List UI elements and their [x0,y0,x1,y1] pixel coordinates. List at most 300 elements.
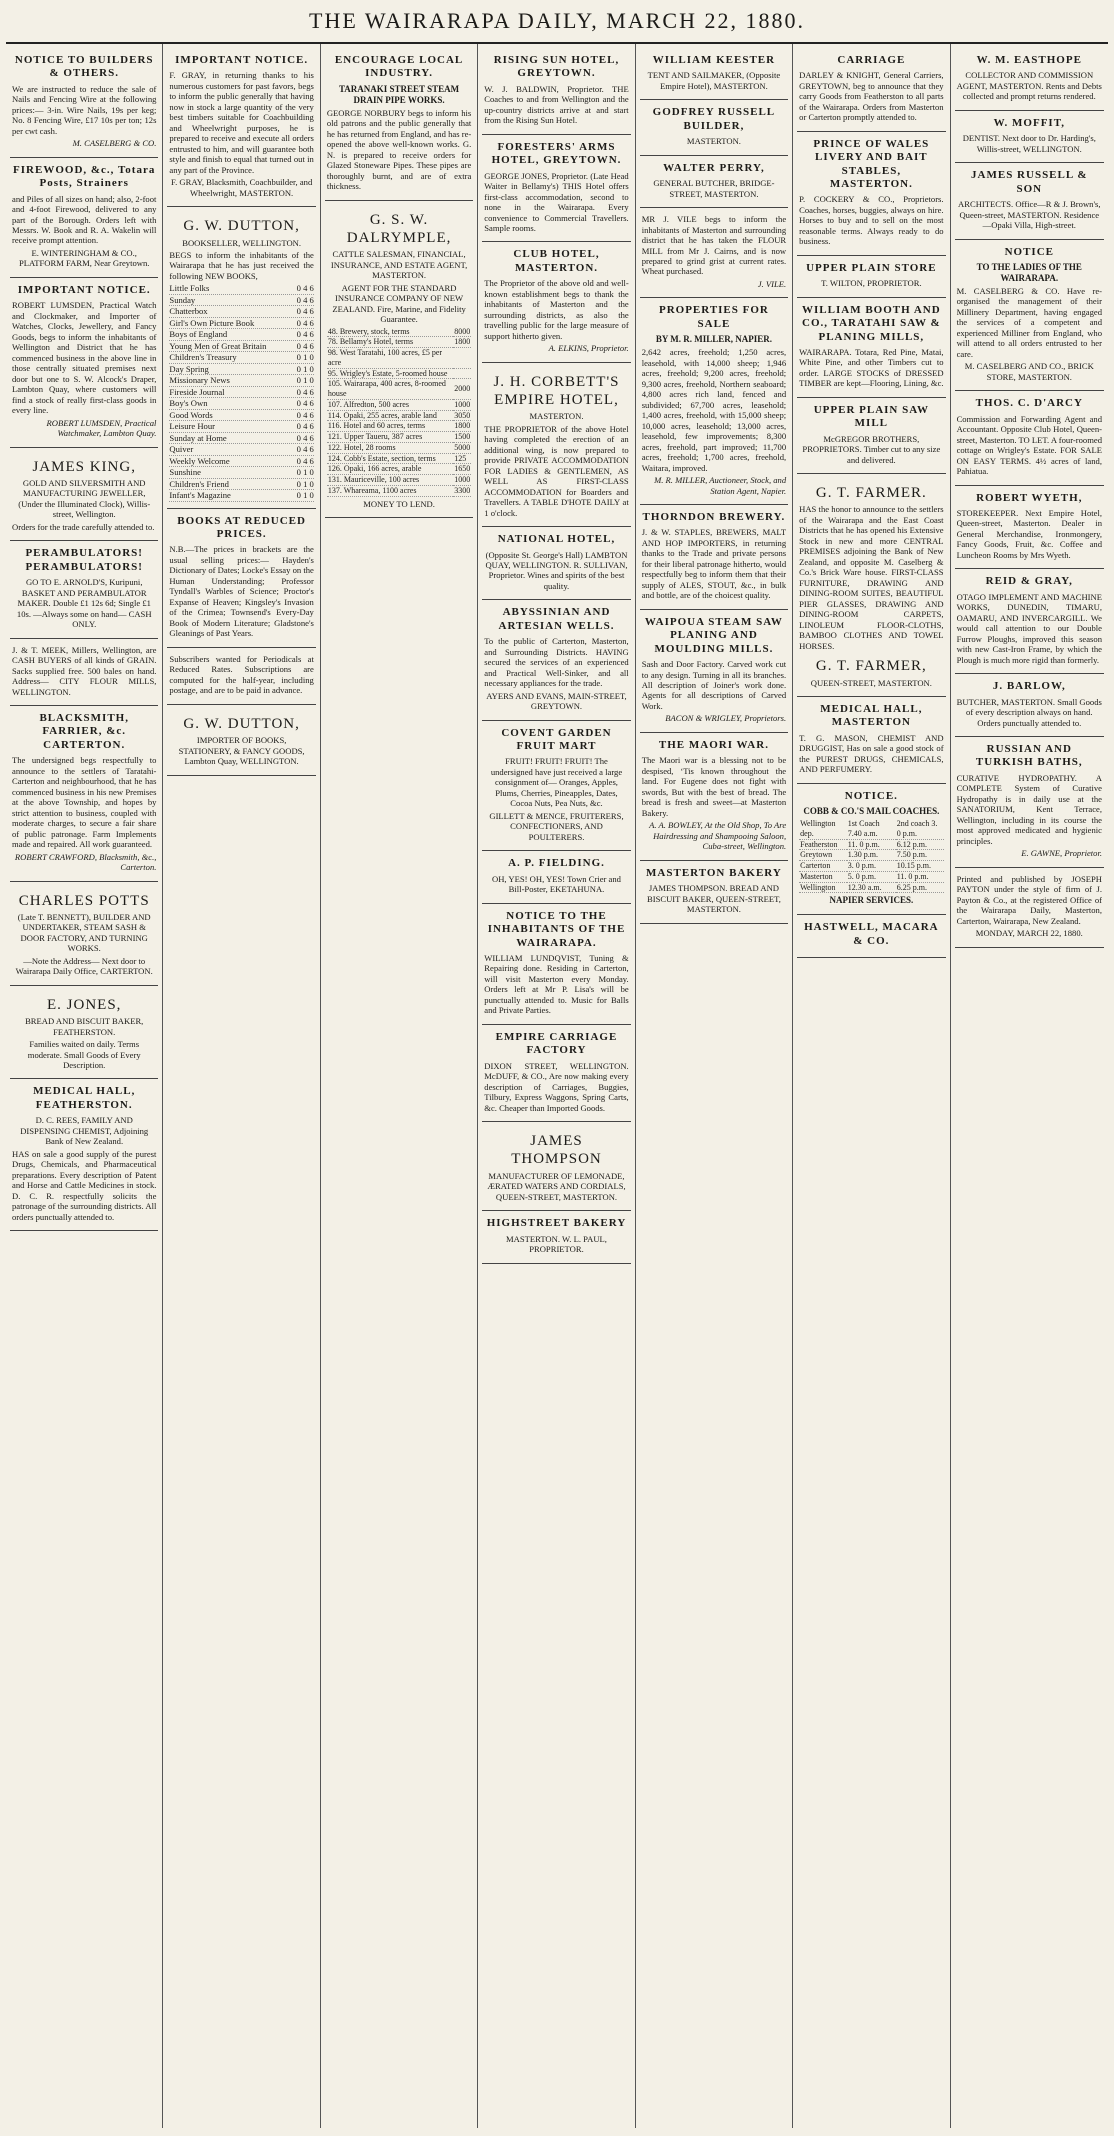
column-6 [793,44,950,2128]
ad-signature: ROBERT CRAWFORD, Blacksmith, &c., Carterton. [14,851,157,873]
book-item [169,306,313,317]
book-title: Weekly Welcome [169,455,230,466]
ad-wells [482,600,630,720]
book-title: Fireside Journal [169,386,225,397]
ad-title: ABYSSINIAN AND ARTESIAN WELLS. [498,606,615,632]
timetable-cell: 1st Coach 7.40 a.m. [847,819,896,839]
ad-title: THE MAORI WAR. [658,738,769,751]
property-cell: 137. Whareama, 1100 acres [327,485,453,496]
property-cell: 95. Wrigley's Estate, 5-roomed house [327,368,453,379]
book-item [169,318,313,329]
ad-darcy [955,391,1104,485]
ad-subtitle: TO THE LADIES OF THE WAIRARAPA. [976,261,1082,283]
book-title: Sunday at Home [169,432,227,443]
ad-waipoua-mills [640,610,788,733]
ad-james-russell [955,163,1104,239]
book-price: 0 4 6 [296,421,314,432]
book-price: 0 1 0 [296,478,314,489]
property-row [327,327,471,337]
ad-subtitle: (Late T. BENNETT), BUILDER AND UNDERTAKER, STEAM SASH & DOOR FACTORY, AND TURNING WORKS. [17,911,151,954]
ad-hastwell [797,915,945,958]
ad-body: GEORGE NORBURY begs to inform his old patrons and the public generally that he has returned from England, and has re-opened the above well-known works. G. N. is prepared to receive orders for Glazed Stoneware Pipes. These pipes are thoroughly burnt, and are of extra thickness. [326,107,472,192]
ad-signature: E. WINTERINGHAM & CO., PLATFORM FARM, Near Greytown. [19,247,150,269]
book-item [169,467,313,478]
ad-title: ENCOURAGE LOCAL INDUSTRY. [334,54,464,80]
ad-title: WILLIAM KEESTER [652,54,776,66]
ad-body: WILLIAM LUNDQVIST, Tuning & Repairing done. Residing in Carterton, will visit Masterton every Monday. Orders left at Mr P. Lisa's will be punctually attended to. Music for Balls and Private Parties. [484,952,629,1016]
ad-dutton-books [167,207,315,508]
ad-body: GO TO E. ARNOLD'S, Kuripuni, BASKET AND PERAMBULATOR MAKER. Double £1 12s 6d; Single £1 10s. —Always some on hand— CASH ONLY. [16,577,152,630]
property-row [327,421,471,432]
timetable-cell: 1.30 p.m. [847,850,896,861]
ad-body: COLLECTOR AND COMMISSION AGENT, MASTERTON. Rents and Debts collected and prompt returns rendered. [956,70,1102,102]
ad-body: F. GRAY, in returning thanks to his numerous customers for past favors, begs to inform the public generally that having now in stock a large quantity of the very best timbers suitable for Coachbuilding and Wheelwright purposes, he is prepared to receive and execute all orders entrusted to him, and will guarantee both style and finish to equal that turned out in any part of the Province. [169,70,314,175]
ad-ladies-notice [955,240,1104,392]
ad-subtitle: TARANAKI STREET STEAM DRAIN PIPE WORKS. [338,83,460,105]
timetable-cell: Carterton [799,861,847,872]
book-title: Children's Treasury [169,352,237,363]
ad-vile-flour-mill [640,208,788,298]
ad-rising-sun [482,48,630,135]
ad-name: G. T. FARMER. [815,485,927,502]
timetable-cell: 6.25 p.m. [896,882,944,893]
ad-name: G. W. DUTTON, [183,218,300,235]
ad-body: Families waited on daily. Terms moderate. Small Goods of Every Description. [27,1039,141,1070]
ad-subtitle: COBB & CO.'S MAIL COACHES. [803,806,940,817]
ad-title: MEDICAL HALL, MASTERTON [820,703,923,729]
ad-body: P. COCKERY & CO., Proprietors. Coaches, horses, buggies, always on hire. Horses to buy and to sell on the most reasonable terms. Always ready to do business. [799,194,944,247]
property-row [327,368,471,379]
book-item [169,421,313,432]
property-cell: 1000 [454,475,471,485]
column-7 [951,44,1108,2128]
property-cell: 8000 [454,326,471,336]
ad-body: Subscribers wanted for Periodicals at Reduced Rates. Subscriptions are computed for the half-year, including postage, and are to be paid in advance. [169,653,314,696]
timetable-row [799,882,943,893]
property-cell: 116. Hotel and 60 acres, terms [327,421,453,432]
ad-body: (Opposite St. George's Hall) LAMBTON QUAY, WELLINGTON. R. SULLIVAN, Proprietor. Wines and spirits of the best quality. [485,549,628,591]
ad-masterton-bakery [640,861,788,924]
timetable-cell: Greytown [799,850,847,861]
property-row [327,399,471,410]
ad-title: PROPERTIES FOR SALE [658,304,769,330]
ad-builders-notice [10,48,158,158]
ad-subscribers [167,648,315,705]
book-price: 0 1 0 [296,352,314,363]
property-row [327,453,471,464]
ad-intro: BEGS to inform the inhabitants of the Wairarapa that he has just received the following NEW BOOKS, [169,250,314,281]
ad-title: COVENT GARDEN FRUIT MART [501,726,612,753]
ad-title: RISING SUN HOTEL, GREYTOWN. [493,54,620,80]
property-row [327,432,471,443]
property-cell: 105. Wairarapa, 400 acres, 8-roomed house [327,379,453,400]
book-item [169,352,313,363]
property-row [327,464,471,475]
ad-barlow [955,674,1104,737]
ad-body: and Piles of all sizes on hand; also, 2-foot and 4-foot Firewood, delivered to any part of the Borough. Orders left with Messrs. W. Book and R. A. Wakelin will receive prompt attention. [12,193,157,246]
ad-firewood [10,158,158,278]
property-cell: 78. Bellamy's Hotel, terms [327,337,453,348]
masthead [6,0,1108,44]
ad-title: NOTICE [1004,245,1054,258]
column-2 [163,44,320,2128]
money-to-lend: MONEY TO LEND. [363,498,435,509]
ad-body: N.B.—The prices in brackets are the usual selling prices:— Hayden's Dictionary of Dates; Locke's Essay on the Human Understanding; Professor Tyndall's Warbles of Science; Proctor's Expanse of Heaven; Kingsley's Invasion of the Crimea; Townsend's Every-Day Book of Modern Literature; Gladstone's Gleanings of Past Years. [169,544,314,639]
ad-title: BLACKSMITH, FARRIER, &c. CARTERTON. [39,712,129,751]
ad-name: G. S. W. DALRYMPLE, [346,211,452,246]
ad-signature: M. R. MILLER, Auctioneer, Stock, and Station Agent, Napier. [654,475,787,496]
ad-subtitle: BOOKSELLER, WELLINGTON. [182,237,302,248]
timetable-cell: 10.15 p.m. [896,861,944,872]
timetable-cell: 11. 0 p.m. [896,871,944,882]
book-title: Young Men of Great Britain [169,340,267,351]
timetable-cell: 2nd coach 3. 0 p.m. [896,819,944,839]
ad-local-industry [325,48,473,201]
masthead-title: THE WAIRARAPA DAILY, MARCH 22, 1880. [309,8,805,33]
ad-carriage [797,48,945,132]
book-title: Girl's Own Picture Book [169,317,255,328]
ad-body: J. & W. STAPLES, BREWERS, MALT AND HOP IMPORTERS, in returning thanks to the Trade and private persons for their liberal patronage hitherto, would respectfully beg to inform them that their supply of ALES, STOUT, &c., in bulk and bottle, are of the choicest quality. [641,527,787,601]
book-title: Quiver [169,444,194,455]
ad-medical-hall-masterton [797,697,945,784]
ad-body: HAS on sale a good supply of the purest Drugs, Chemicals, and Pharmaceutical preparations. Every description of Patent and Horse and Cattle Medicines in stock. D. C. R. respectfully solicits the patronage of the surrounding districts. All orders punctually attended to. [12,1148,157,1222]
column-4 [478,44,635,2128]
book-price: 0 4 6 [296,283,314,294]
ad-body: McGREGOR BROTHERS, PROPRIETORS. Timber cut to any size and delivered. [802,433,941,465]
property-cell: 3300 [454,485,471,495]
ad-moffit [955,111,1104,163]
ad-turkish-baths [955,737,1104,868]
ad-body: STOREKEEPER. Next Empire Hotel, Queen-street, Masterton. Dealer in General Merchandise, Ironmongery, Fancy Goods, Fruit, &c. Coffee and Luncheon Rooms by Mrs Wyeth. [956,507,1102,560]
ad-national-hotel [482,527,630,600]
book-price: 0 4 6 [296,317,314,328]
ad-club-hotel [482,242,630,362]
ad-title: REID & GRAY, [985,575,1073,588]
property-cell: 114. Opaki, 255 acres, arable land [327,410,453,421]
ad-name: JAMES KING, [32,458,136,475]
property-cell: 5000 [454,442,471,452]
ad-subtitle: MASTERTON. [529,411,584,422]
property-cell: 2000 [453,379,471,400]
imprint [955,868,1104,948]
columns [6,44,1108,2128]
book-item [169,398,313,409]
napier-services: NAPIER SERVICES. [829,895,914,906]
ad-body: HAS the honor to announce to the settlers of the Wairarapa and the East Coast Districts that he has opened his Extensive Stock in new and more CENTRAL PREMISES adjoining the Bank of New Zealand, and opposite M. Caselberg & Co.'s Brick Ware house. FIRST-CLASS FURNITURE, DRAWING AND DINING-ROOM SUITES, BEAUTIFUL PIER GLASSES, DRAWING AND DINING-ROOM CARPETS, LINOLEUM FLOOR-CLOTHS, BAMBOO CLOTHES AND TOWEL HORSES. [799,504,944,651]
book-title: Sunday [169,294,196,305]
ad-fielding [482,851,630,903]
ad-lundquist [482,904,630,1025]
ad-body: GENERAL BUTCHER, BRIDGE-STREET, MASTERTON. [653,178,775,199]
book-item [169,456,313,467]
ad-title: IMPORTANT NOTICE. [17,283,151,296]
book-price: 0 4 6 [296,340,314,351]
property-row [327,348,471,369]
book-item [169,375,313,386]
ad-signature: AYERS AND EVANS, MAIN-STREET, GREYTOWN. [486,690,627,712]
book-price: 0 1 0 [296,363,314,374]
ad-body: MR J. VILE begs to inform the inhabitants of Masterton and surrounding district that he has taken the FLOUR MILL from Mr J. Cairns, and is now prepared to grind grist at current rates. Wheat purchased. [641,214,787,277]
property-cell: 3050 [454,410,471,420]
book-item [169,490,313,501]
ad-signature: F. GRAY, Blacksmith, Coachbuilder, and Wheelwright, MASTERTON. [171,177,313,198]
ad-title: MEDICAL HALL, FEATHERSTON. [33,1085,136,1111]
book-price: 0 1 0 [296,467,314,478]
ad-upper-plain-saw-mill [797,398,945,474]
ad-title: FORESTERS' ARMS HOTEL, GREYTOWN. [491,140,622,167]
timetable-cell: 3. 0 p.m. [847,861,896,872]
ad-body: MASTERTON. W. L. PAUL, PROPRIETOR. [506,1233,607,1255]
ad-title: FIREWOOD, &c., Totara Posts, Strainers [13,163,156,190]
ad-body: ARCHITECTS. Office—R & J. Brown's, Queen-street, MASTERTON. Residence—Opaki Villa, High-street. [958,199,1101,231]
property-table [327,327,471,497]
book-price: 0 4 6 [296,294,314,305]
property-cell: 126. Opaki, 166 acres, arable [327,464,453,475]
ad-body: BUTCHER, MASTERTON. Small Goods of every description always on hand. Orders punctually attended to. [956,696,1102,728]
ad-body: We are instructed to reduce the sale of Nails and Fencing Wire at the following prices:— 3-in. Wire Nails, 19s per keg; No. 8 Fencing Wire, £17 10s per ton; 12s per cwt cash. [12,83,157,136]
ad-signature: A. ELKINS, Proprietor. [548,343,629,354]
ad-name: E. JONES, [47,996,122,1013]
book-item [169,329,313,340]
ad-body: Orders for the trade carefully attended to. [12,521,155,532]
ad-body: CURATIVE HYDROPATHY. A COMPLETE System of Curative Hydropathy is in daily use at the SANATORIUM, Kent Terrace, Wellington, including in its course the most approved medicated and hygienic principles. [956,772,1102,846]
imprint-body: Printed and published by JOSEPH PAYTON under the style of firm of J. Payton & Co., at the registered Office of the Wairarapa Daily, Masterton, Carterton, Wairarapa, New Zealand. [956,873,1102,926]
ad-body: T. G. MASON, CHEMIST AND DRUGGIST, Has on sale a good stock of the PUREST DRUGS, CHEMICALS, AND PERFUMERY. [799,732,944,775]
book-price: 0 4 6 [296,329,314,340]
ad-medical-hall-featherston [10,1079,158,1231]
book-item [169,410,313,421]
book-item [169,341,313,352]
ad-charles-potts [10,882,158,986]
ad-title: W. M. EASTHOPE [976,54,1082,66]
ad-title: THOS. C. D'ARCY [975,397,1083,410]
ad-body: Commission and Forwarding Agent and Accountant. Opposite Club Hotel, Queen-street, Masterton. TO LET. A four-roomed cottage on Wrigley's Estate. FOR SALE ON EASY TERMS. 4½ acres of land, Pahiatua. [956,413,1102,477]
book-price: 0 4 6 [296,409,314,420]
property-cell: 48. Brewery, stock, terms [327,327,453,337]
ad-g-t-farmer [797,474,945,697]
timetable-row [799,871,943,882]
book-item [169,283,313,294]
ad-body: TENT AND SAILMAKER, (Opposite Empire Hotel), MASTERTON. [647,70,781,91]
ad-dutton-stationery [167,705,315,776]
property-cell: 124. Cobb's Estate, section, terms [327,453,453,464]
ad-james-thompson [482,1122,630,1211]
ad-body: The Proprietor of the above old and well-known establishment begs to thank the inhabitants of Masterton and the surrounding districts, as also the travelling public for the large measure of support hitherto given. [484,278,629,341]
property-row [327,485,471,496]
property-cell: 1800 [454,421,471,431]
property-row [327,410,471,421]
ad-title: NOTICE TO THE INHABITANTS OF THE WAIRARAPA. [487,909,626,949]
ad-empire-hotel [482,363,630,527]
ad-title: W. MOFFIT, [993,116,1065,129]
timetable-cell: Masterton [799,871,847,882]
ad-signature: J. VILE. [757,278,787,289]
book-item [169,295,313,306]
property-cell: 1500 [454,432,471,442]
ad-title: WALTER PERRY, [663,161,765,174]
column-5 [636,44,793,2128]
property-cell: 1800 [454,337,471,347]
property-cell: 98. West Taratahi, 100 acres, £5 per acre [327,348,453,369]
ad-body: J. & T. MEEK, Millers, Wellington, are CASH BUYERS of all kinds of GRAIN. Sacks supplied free. 500 bales on hand. Address— CITY FLOUR MILLS, WELLINGTON. [12,644,157,697]
timetable-cell: Wellington [799,882,847,893]
timetable-cell: 11. 0 p.m. [847,839,896,850]
ad-james-king [10,448,158,542]
ad-f-gray [167,48,315,207]
ad-wyeth [955,486,1104,570]
ad-reid-gray [955,569,1104,674]
book-item [169,433,313,444]
ad-body: Sash and Door Factory. Carved work cut to any design. Turning in all its branches. All description of Joiner's work done. Agents for all descriptions of Carved Work. [641,659,787,711]
ad-body: M. CASELBERG & CO. Have re-organised the management of their Millinery Department, having engaged the services of a competent and experienced Milliner from England, who will attend to all orders entrusted to her care. [956,285,1102,359]
book-list [169,283,313,501]
property-cell: 131. Mauriceville, 100 acres [327,475,453,486]
book-title: Children's Friend [169,478,229,489]
coach-timetable [799,819,943,893]
ad-signature: E. GAWNE, Proprietor. [1021,848,1102,859]
ad-body: ROBERT LUMSDEN, Practical Watch and Clockmaker, and Importer of Watches, Clocks, Jewellery, and Fancy Goods, begs to inform the inhabitants of Wellington and District that he has commenced business in the above line in those centrally situated premises next door but one to S. W. Alcock's Draper, Lambton Quay, where customers will find a stock of really first-class goods in every line. [12,300,157,416]
book-price: 0 1 0 [296,375,314,386]
ad-body: OTAGO IMPLEMENT AND MACHINE WORKS, DUNEDIN, TIMARU, OAMARU, AND INVERCARGILL. We would call attention to our Double Furrow Ploughs, improved this season with new Cast-Iron Frame, by which the Plough is much more rigid than formerly. [956,591,1102,665]
ad-title: NOTICE TO BUILDERS & OTHERS. [14,54,154,80]
ad-title: EMPIRE CARRIAGE FACTORY [495,1030,618,1057]
ad-body: The Maori war is a blessing not to be despised, ‘Tis known throughout the land. For Eugene does not fight with swords, But with the best of bread. The bread is fresh and sweet—at Masterton Bakery. [641,755,787,818]
property-row [327,379,471,400]
ad-signature: GILLETT & MENCE, FRUITERERS, CONFECTIONERS, AND POULTERERS. [489,810,624,842]
book-title: Good Words [169,409,213,420]
book-item [169,364,313,375]
ad-title: HIGHSTREET BAKERY [486,1217,627,1230]
ad-signature: M. CASELBERG & CO. [72,138,157,149]
ad-body: T. WILTON, PROPRIETOR. [821,278,922,289]
ad-body: THE PROPRIETOR of the above Hotel having completed the erection of an additional wing, is now prepared to provide PRIVATE ACCOMMODATION FOR LADIES & GENTLEMEN, AS WELL AS FIRST-CLASS ACCOMMODATION for Boarders and Travellers. A TABLE D'HOTE DAILY at 1 o'clock. [484,423,629,518]
property-cell [453,348,471,369]
property-row [327,475,471,486]
book-price: 0 4 6 [296,306,314,317]
property-cell: 107. Alfredton, 500 acres [327,399,453,410]
ad-subtitle: BREAD AND BISCUIT BAKER, FEATHERSTON. [25,1016,144,1037]
ad-carriage-factory [482,1025,630,1122]
column-1 [6,44,163,2128]
ad-name: CHARLES POTTS [18,892,150,909]
book-title: Sunshine [169,467,201,478]
ad-title: IMPORTANT NOTICE. [175,54,309,66]
ad-subtitle: GOLD AND SILVERSMITH AND MANUFACTURING JEWELLER, (Under the Illuminated Clock), Willis-street, Wellington. [18,477,151,520]
ad-body: W. J. BALDWIN, Proprietor. THE Coaches to and from Wellington and the up-country districts arrive at and start from the Rising Sun Hotel. [484,83,629,126]
ad-body: —Note the Address— Next door to Wairarapa Daily Office, CARTERTON. [15,955,153,977]
ad-body: MASTERTON. [686,136,741,147]
ad-title: PRINCE OF WALES LIVERY AND BAIT STABLES, MASTERTON. [813,137,930,191]
ad-title: HASTWELL, MACARA & CO. [804,921,939,947]
ad-easthope [955,48,1104,111]
ad-body: FRUIT! FRUIT! FRUIT! The undersigned have just received a large consignment of— Oranges, Apples, Plums, Cherries, Pineapples, Dates, Cocoa Nuts, Pea Nuts, &c. [490,756,623,809]
book-title: Boys of England [169,329,228,340]
ad-title: JAMES RUSSELL & SON [971,169,1088,195]
book-price: 0 4 6 [296,444,314,455]
book-price: 0 4 6 [296,432,314,443]
book-price: 0 4 6 [296,386,314,397]
ad-body: To the public of Carterton, Masterton, and Surrounding Districts. HAVING secured the services of an experienced and Practical Well-Sinker, and all necessary appliances for the trade. [484,636,629,689]
book-title: Day Spring [169,363,209,374]
book-title: Missionary News [169,375,230,386]
timetable-row [799,850,943,861]
book-item [169,479,313,490]
ad-dalrymple [325,201,473,518]
ad-thorndon-brewery [640,505,788,610]
ad-prince-of-wales [797,132,945,256]
ad-signature: BACON & WRIGLEY, Proprietors. [665,713,787,724]
ad-name: G. W. DUTTON, [183,715,300,732]
property-row [327,337,471,348]
book-title: Boy's Own [169,398,208,409]
property-cell: 1000 [454,399,471,409]
ad-reduced-books [167,509,315,648]
ad-properties-for-sale [640,298,788,505]
ad-body: DARLEY & KNIGHT, General Carriers, GREYTOWN, beg to announce that they carry Goods from Featherston to all parts of the Wairarapa. Orders from Masterton or Carterton promptly attended to. [799,70,944,123]
book-title: Little Folks [169,283,210,294]
ad-body: WAIRARAPA. Totara, Red Pine, Matai, White Pine, and other Timbers cut to order. LARGE STOCKS of DRESSED TIMBER are kept—Flooring, Lining, &c. [799,346,944,389]
ad-title: GODFREY RUSSELL BUILDER, [652,106,776,132]
ad-title: ROBERT WYETH, [976,491,1083,504]
book-title: Chatterbox [169,306,208,317]
ad-lumsden [10,278,158,448]
ad-body: The undersigned begs respectfully to announce to the settlers of Taratahi-Carterton and neighbourhood, that he has commenced business in his new Premises at the above Township, and hopes by strict attention to business, coupled with moderate charges, to secure a fair share of public patronage. Farm Implements made and repaired. All work guaranteed. [12,755,157,850]
ad-signature: ROBERT LUMSDEN, Practical Watchmaker, Lambton Quay. [46,417,157,439]
ad-title: A. P. FIELDING. [508,857,605,870]
property-cell: 125 [453,453,471,464]
column-3 [321,44,478,2128]
ad-signature: M. CASELBERG AND CO., BRICK STORE, MASTERTON. [964,361,1094,382]
ad-title: CARRIAGE [837,54,906,66]
imprint-date: MONDAY, MARCH 22, 1880. [975,928,1083,939]
book-item [169,444,313,455]
timetable-cell: Featherston [799,839,847,850]
ad-body: AGENT FOR THE STANDARD INSURANCE COMPANY OF NEW ZEALAND. Fire, Marine, and Fidelity Guarantee. [332,282,466,325]
ad-title: BOOKS AT REDUCED PRICES. [177,514,306,541]
ad-e-jones [10,986,158,1080]
book-title: Infant's Magazine [169,490,231,501]
ad-upper-plain-store [797,256,945,298]
timetable-cell: 7.50 p.m. [896,850,944,861]
ad-title: CLUB HOTEL, MASTERTON. [513,248,600,274]
ad-name-2: G. T. FARMER, [815,658,927,675]
ad-maori-war [640,733,788,861]
ad-walter-perry [640,156,788,208]
ad-meek-mills [10,639,158,706]
ad-title: WILLIAM BOOTH AND CO., TARATAHI SAW & PLANING MILLS, [802,303,941,343]
ad-title: WAIPOUA STEAM SAW PLANING AND MOULDING MILLS. [644,615,783,655]
book-item [169,387,313,398]
timetable-row [799,839,943,850]
timetable-row [799,819,943,839]
ad-title: PERAMBULATORS! PERAMBULATORS! [25,547,143,573]
ad-body: JAMES THOMPSON. BREAD AND BISCUIT BAKER, QUEEN-STREET, MASTERTON. [647,883,781,915]
ad-foresters-arms [482,135,630,243]
ad-body: OH, YES! OH, YES! Town Crier and Bill-Poster, EKETAHUNA. [492,873,621,895]
ad-body: GEORGE JONES, Proprietor. (Late Head Waiter in Bellamy's) THIS Hotel offers first-class accommodation, second to none in the Wairarapa. Every convenience to Commercial Travellers. Sample rooms. [484,170,629,233]
book-title: Leisure Hour [169,421,216,432]
property-cell: 1650 [454,464,471,474]
ad-body: MANUFACTURER OF LEMONADE, ÆRATED WATERS AND CORDIALS, QUEEN-STREET, MASTERTON. [487,1170,626,1202]
ad-fruit-mart [482,721,630,852]
timetable-cell: 12.30 a.m. [847,882,896,893]
ad-godfrey-russell [640,100,788,155]
ad-name: JAMES THOMPSON [511,1133,602,1168]
ad-name: J. H. CORBETT'S EMPIRE HOTEL, [493,373,620,408]
ad-title: RUSSIAN AND TURKISH BATHS, [975,743,1083,769]
ad-signature: A. A. BOWLEY, At the Old Shop, To Are Hairdressing and Shampooing Saloon, Cuba-street, Wellington. [649,820,787,852]
ad-title: J. BARLOW, [992,680,1066,693]
